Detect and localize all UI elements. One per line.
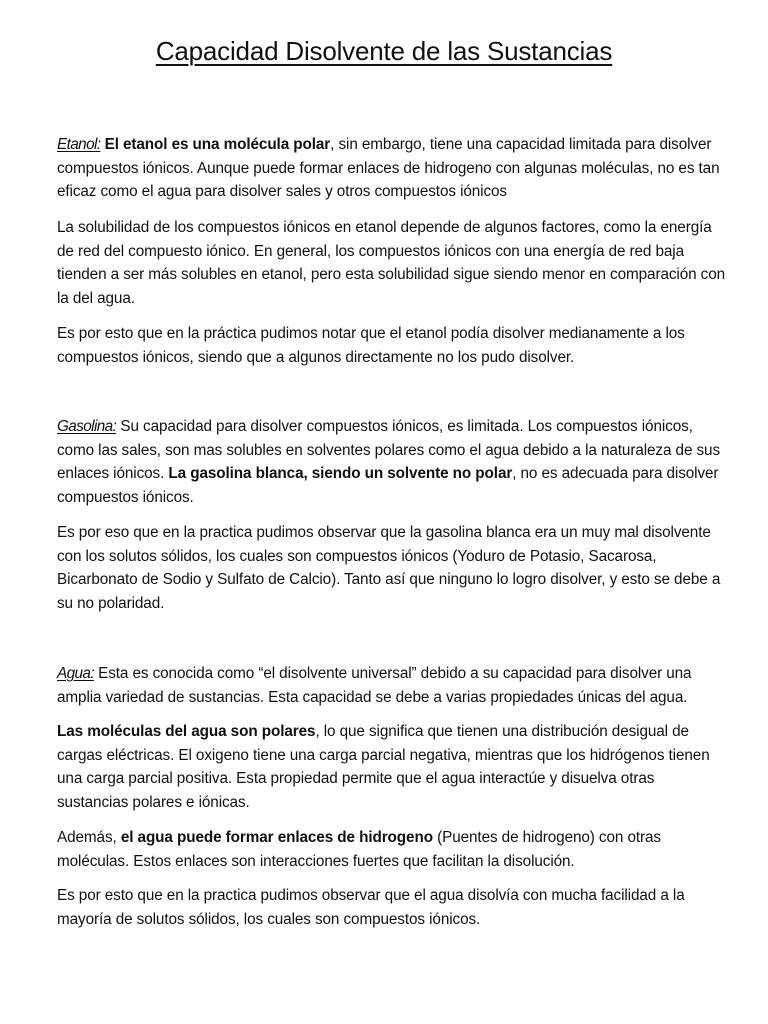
agua-text-2: , lo que significa que tienen una distribución desigual de cargas eléctricas. El oxigeno tiene una carga parcial negativa, mientras que los hidrógenos tienen una carga parcial positiva. Esta propiedad permite que el agua interactúe y disuelva otras sustancias polares e iónicas. — [57, 723, 710, 811]
agua-text-3a: Además, — [57, 829, 121, 846]
document-title: Capacidad Disolvente de las Sustancias — [155, 36, 613, 66]
etanol-bold-text: El etanol es una molécula polar — [104, 136, 331, 153]
gasolina-paragraph-2: Es por eso que en la practica pudimos observar que la gasolina blanca era un muy mal disolvente con los solutos sólidos, los cuales son compuestos iónicos (Yoduro de Potasio, Sacarosa, Bicarbonato de Sodio y Sulfato de Calcio). Tanto así que ninguno lo logro disolver, y esto se debe a su no polaridad. — [57, 524, 721, 612]
etanol-paragraph-3: Es por esto que en la práctica pudimos notar que el etanol podía disolver medianamente a los compuestos iónicos, siendo que a algunos directamente no los pudo disolver. — [57, 325, 685, 366]
gasolina-text-b: , no es adecuada para disolver compuestos iónicos. — [57, 465, 719, 506]
agua-label: Agua: — [57, 665, 94, 682]
agua-text: Esta es conocida como “el disolvente universal” debido a su capacidad para disolver una amplia variedad de sustancias. Esta capacidad se debe a varias propiedades únicas del agua. — [57, 665, 692, 706]
etanol-label: Etanol: — [57, 136, 101, 153]
etanol-text: , sin embargo, tiene una capacidad limitada para disolver compuestos iónicos. Aunque puede formar enlaces de hidrogeno con algunas moléculas, no es tan eficaz como el agua para disolver sales y otros compuestos iónicos — [57, 136, 720, 200]
agua-paragraph-3 — [57, 826, 729, 873]
agua-bold-text-1: Las moléculas del agua son polares — [57, 723, 316, 740]
gasolina-paragraph-1 — [57, 415, 729, 509]
etanol-paragraph-1 — [57, 133, 729, 204]
etanol-paragraph-2: La solubilidad de los compuestos iónicos en etanol depende de algunos factores, como la energía de red del compuesto iónico. En general, los compuestos iónicos con una energía de red baja tienden a ser más solubles en etanol, pero esta solubilidad sigue siendo menor en comparación con la del agua. — [57, 219, 726, 307]
agua-bold-text-2: el agua puede formar enlaces de hidrogeno — [120, 829, 433, 846]
agua-paragraph-4: Es por esto que en la practica pudimos observar que el agua disolvía con mucha facilidad a la mayoría de solutos sólidos, los cuales son compuestos iónicos. — [57, 887, 685, 928]
agua-paragraph-1 — [57, 662, 729, 709]
gasolina-text-a: Su capacidad para disolver compuestos iónicos, es limitada. Los compuestos iónicos, como las sales, son mas solubles en solventes polares como el agua debido a la naturaleza de sus enlaces iónicos. — [57, 418, 721, 482]
agua-paragraph-2 — [57, 720, 729, 814]
gasolina-label: Gasolina: — [57, 418, 117, 435]
agua-text-3b: (Puentes de hidrogeno) con otras moléculas. Estos enlaces son interacciones fuertes que facilitan la disolución. — [57, 829, 661, 870]
gasolina-bold-text: La gasolina blanca, siendo un solvente no polar — [168, 465, 513, 482]
